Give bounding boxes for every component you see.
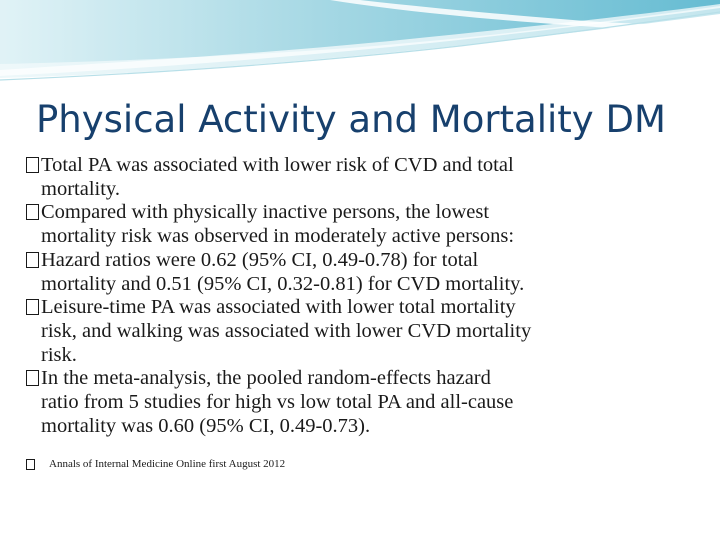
bullet-line: Hazard ratios were 0.62 (95% CI, 0.49-0.78) for total xyxy=(41,248,479,271)
bullet-item xyxy=(26,249,696,296)
bullet-line: mortality and 0.51 (95% CI, 0.32-0.81) for CVD mortality. xyxy=(41,272,525,295)
bullet-list xyxy=(26,154,696,438)
missing-glyph-box-icon xyxy=(26,157,39,173)
bullet-item xyxy=(26,201,696,248)
bullet-text xyxy=(41,154,696,201)
bullet-line: mortality was 0.60 (95% CI, 0.49-0.73). xyxy=(41,414,371,437)
bullet-line: In the meta-analysis, the pooled random-effects hazard xyxy=(41,367,491,390)
bullet-text xyxy=(41,367,696,438)
missing-glyph-box-icon xyxy=(26,299,39,315)
bullet-line: mortality. xyxy=(41,177,120,200)
bullet-item xyxy=(26,154,696,201)
bullet-line: Compared with physically inactive persons, the lowest xyxy=(41,201,490,224)
slide-title: Physical Activity and Mortality DM xyxy=(36,98,666,141)
footnote-text: Annals of Internal Medicine Online first August 2012 xyxy=(49,458,286,470)
bullet-item xyxy=(26,296,696,367)
bullet-line: Total PA was associated with lower risk of CVD and total xyxy=(41,154,514,176)
missing-glyph-box-icon xyxy=(26,459,35,470)
missing-glyph-box-icon xyxy=(26,204,39,220)
bullet-line: ratio from 5 studies for high vs low total PA and all-cause xyxy=(41,391,514,414)
bullet-text xyxy=(41,201,696,248)
bullet-line: Leisure-time PA was associated with lower total mortality xyxy=(41,296,516,319)
missing-glyph-box-icon xyxy=(26,252,39,268)
header-wave-decoration xyxy=(0,0,720,100)
bullet-line: risk. xyxy=(41,343,77,366)
bullet-line: mortality risk was observed in moderately active persons: xyxy=(41,225,515,248)
footnote xyxy=(26,456,285,472)
missing-glyph-box-icon xyxy=(26,370,39,386)
bullet-text xyxy=(41,296,696,367)
bullet-line: risk, and walking was associated with lower CVD mortality xyxy=(41,319,532,342)
bullet-item xyxy=(26,367,696,438)
bullet-text xyxy=(41,249,696,296)
